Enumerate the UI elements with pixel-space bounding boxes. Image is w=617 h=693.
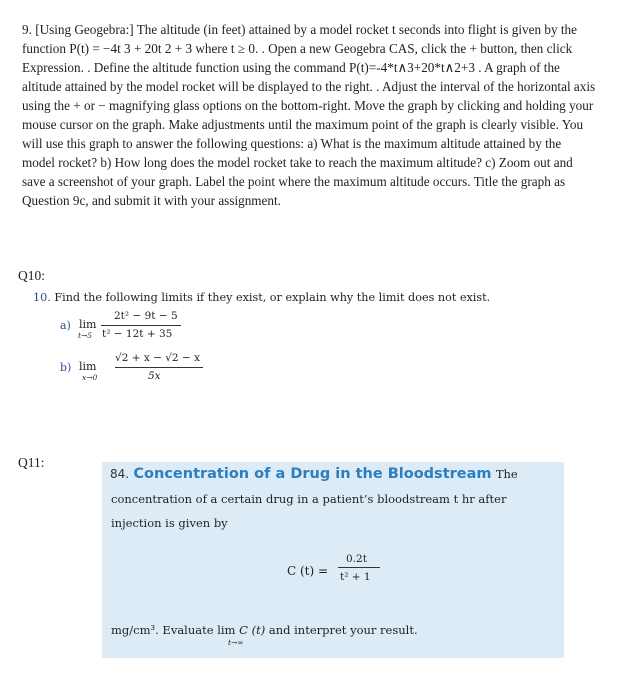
part-b-fraction-bar [115,367,203,368]
drug-problem-number: 84. [110,467,130,481]
drug-problem-heading [110,466,518,482]
part-a-numerator: 2t² − 9t − 5 [114,310,178,322]
part-a-denominator: t² − 12t + 35 [102,328,173,340]
units: mg/cm³. [111,623,159,637]
part-a-lim: lim [79,318,97,331]
concentration-function-numerator: 0.2t [346,553,367,565]
part-b-lim-subscript: x→0 [82,373,98,382]
final-tail: and interpret your result. [268,623,418,637]
concentration-function-lhs: C (t) = [287,564,329,578]
question-10-label: Q10: [18,268,45,283]
drug-problem-intro-word: The [495,467,518,481]
part-a-label: a) [60,319,71,332]
evaluate-word: Evaluate [162,623,214,637]
concentration-function-fraction-bar [338,567,380,568]
part-b-label: b) [60,361,72,374]
drug-problem-title: Concentration of a Drug in the Bloodstream [133,466,492,482]
drug-problem-line-3: injection is given by [111,516,228,530]
part-b-lim: lim [79,360,97,373]
concentration-function-denominator: t² + 1 [340,571,371,583]
question-10-number: 10. [33,291,51,304]
part-b-numerator: √2 + x − √2 − x [115,352,201,364]
question-11-label: Q11: [18,455,45,470]
final-lim-subscript: t→∞ [228,638,244,647]
part-b-denominator: 5x [148,370,161,382]
question-10-instruction-text: Find the following limits if they exist, or explain why the limit does not exist. [54,291,491,304]
part-a-fraction-bar [101,325,181,326]
question-10-instruction [33,291,490,304]
part-a-lim-subscript: t→5 [78,331,93,340]
final-lim-expression: C (t) [239,623,266,637]
drug-problem-final-line [111,623,418,637]
final-lim: lim [217,623,236,637]
drug-problem-line-2: concentration of a certain drug in a patient’s bloodstream t hr after [111,492,507,506]
question-9-text: 9. [Using Geogebra:] The altitude (in feet) attained by a model rocket t seconds into flight is given by the function P(t) = −4t 3 + 20t 2 + 3 where t ≥ 0. . Open a new Geogebra CAS, click the + button, then click Expression. . Define the altitude function using the command P(t)=-4*t∧3+20*t∧2+3 . A graph of the altitude attained by the model rocket will be displayed to the right. . Adjust the interval of the horizontal axis using the + or − magnifying glass options on the bottom-right. Move the graph by clicking and holding your mouse cursor on the graph. Make adjustments until the maximum point of the graph is clearly visible. You will use this graph to answer the following questions: a) What is the maximum altitude attained by the model rocket? b) How long does the model rocket take to reach the maximum altitude? c) Zoom out and save a screenshot of your graph. Label the point where the maximum altitude occurs. Title the graph as Question 9c, and submit it with your assignment. [22,22,596,208]
